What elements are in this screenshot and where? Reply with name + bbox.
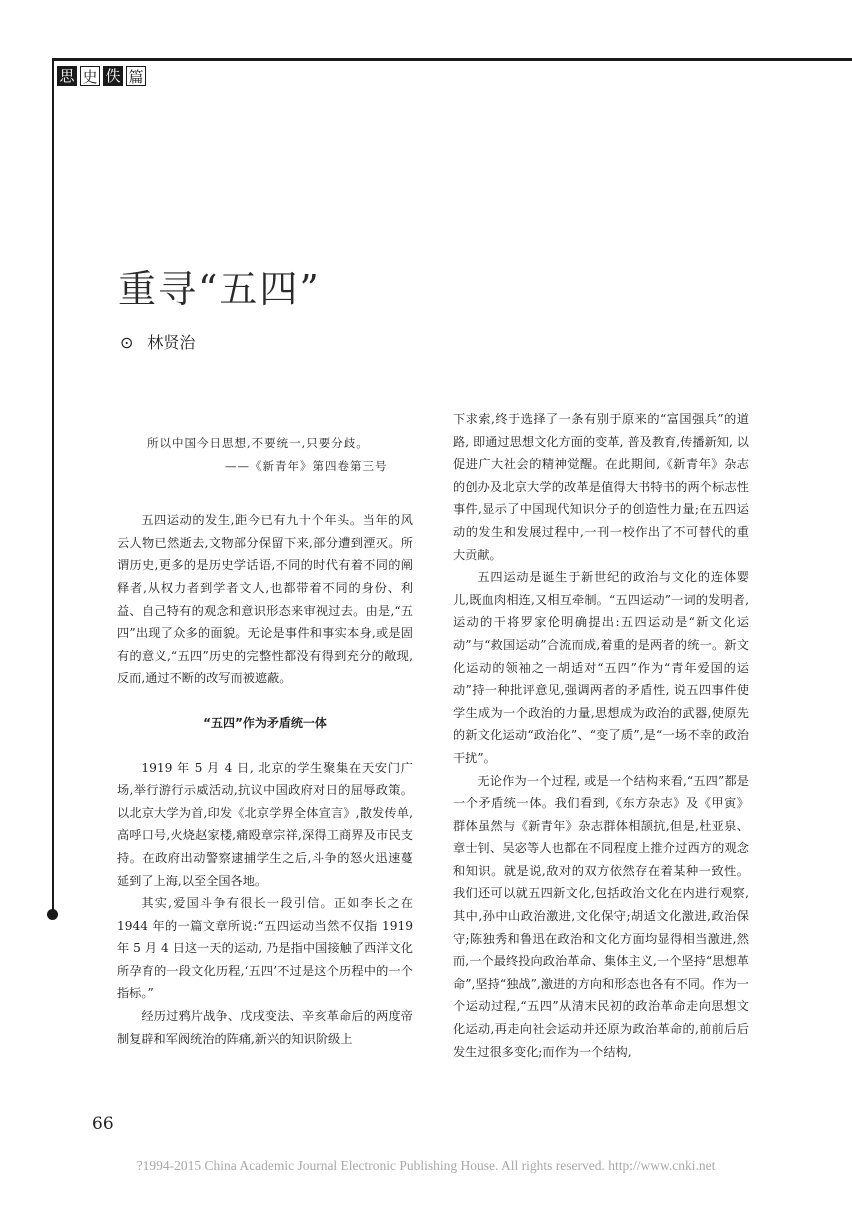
margin-rule-dot	[47, 909, 58, 920]
header-rule	[52, 58, 852, 61]
body-paragraph: 经历过鸦片战争、戊戌变法、辛亥革命后的两度帝制复辟和军阀统治的阵痛,新兴的知识阶级上	[117, 1009, 413, 1046]
body-paragraph: 其实,爱国斗争有很长一段引信。正如李长之在 1944 年的一篇文章所说:“五四运动当然不仅指 1919 年 5 月 4 日这一天的运动, 乃是指中国接触了西洋文化所孕育的一段文化历程,‘五四’不过是这个历程中的一个指标。”	[117, 896, 413, 1001]
author-line	[120, 330, 195, 353]
body-paragraph: 下求索,终于选择了一条有别于原来的“富国强兵”的道路, 即通过思想文化方面的变革, 普及教育,传播新知, 以促进广大社会的精神觉醒。在此期间,《新青年》杂志的创办及北京大学的改革是值得大书特书的两个标志性事件,显示了中国现代知识分子的创造性力量;在五四运动的发生和发展过程中,一刊一校作出了不可替代的重大贡献。	[453, 412, 749, 562]
section-heading: “五四”作为矛盾统一体	[203, 715, 327, 730]
body-paragraph: 无论作为一个过程, 或是一个结构来看,“五四”都是一个矛盾统一体。我们看到,《东方杂志》及《甲寅》群体虽然与《新青年》杂志群体相颉抗,但是,杜亚泉、章士钊、吴宓等人也都在不同程度上推介过西方的观念和知识。就是说,敌对的双方依然存在着某种一致性。我们还可以就五四新文化,包括政治文化在内进行观察,其中,孙中山政治激进,文化保守;胡适文化激进,政治保守;陈独秀和鲁迅在政治和文化方面均显得相当激进,然而,一个最终投向政治革命、集体主义,一个坚持“思想革命”,坚持“独战”,激进的方向和形态也各有不同。作为一个运动过程,“五四”从清末民初的政治革命走向思想文化运动,再走向社会运动并还原为政治革命的,前前后后发生过很多变化;而作为一个结构,	[453, 773, 749, 1059]
epigraph-source: ——《新青年》第四卷第三号	[225, 458, 388, 473]
rubric-char-3: 佚	[103, 66, 123, 86]
margin-rule	[52, 58, 54, 915]
body-paragraph: 五四运动是诞生于新世纪的政治与文化的连体婴儿,既血肉相连,又相互牵制。“五四运动”一词的发明者,运动的干将罗家伦明确提出:五四运动是“新文化运动”与“救国运动”合流而成,着重的是两者的统一。新文化运动的领袖之一胡适对“五四”作为“青年爱国的运动”持一种批评意见,强调两者的矛盾性, 说五四事件使学生成为一个政治的力量,思想成为政治的武器,使原先的新文化运动“政治化”、“变了质”,是“一场不幸的政治干扰”。	[453, 570, 749, 765]
body-paragraph: 五四运动的发生,距今已有九十个年头。当年的风云人物已然逝去,文物部分保留下来,部分遭到湮灭。所谓历史,更多的是历史学话语,不同的时代有着不同的阐释者,从权力者到学者文人,也都带着不同的身份、利益、自己特有的观念和意识形态来审视过去。由是,“五四”出现了众多的面貌。无论是事件和事实本身,或是固有的意义,“五四”历史的完整性都没有得到充分的敞现,反而,通过不断的改写而被遮蔽。	[117, 513, 413, 686]
copyright-footer: ?1994-2015 China Academic Journal Electronic Publishing House. All rights reserved. http://www.cnki.net	[136, 1158, 716, 1173]
article-title: 重寻“五四”	[118, 267, 321, 311]
author-name: 林贤治	[147, 333, 196, 352]
rubric-char-2: 史	[80, 66, 100, 86]
rubric-char-4: 篇	[126, 66, 146, 86]
right-column	[453, 408, 749, 1063]
section-rubric	[57, 66, 146, 86]
left-column	[117, 432, 413, 1050]
circled-dot-icon: ⊙	[120, 333, 134, 352]
rubric-char-1: 思	[57, 66, 77, 86]
page-number: 66	[92, 1114, 114, 1134]
epigraph-quote: 所以中国今日思想,不要统一,只要分歧。	[147, 436, 369, 450]
body-paragraph: 1919 年 5 月 4 日, 北京的学生聚集在天安门广场,举行游行示威活动,抗议中国政府对日的屈辱政策。以北京大学为首,印发《北京学界全体宣言》,散发传单,高呼口号,火烧赵家楼,痛殴章宗祥,深得工商界及市民支持。在政府出动警察逮捕学生之后,斗争的怒火迅速蔓延到了上海,以至全国各地。	[117, 760, 413, 888]
